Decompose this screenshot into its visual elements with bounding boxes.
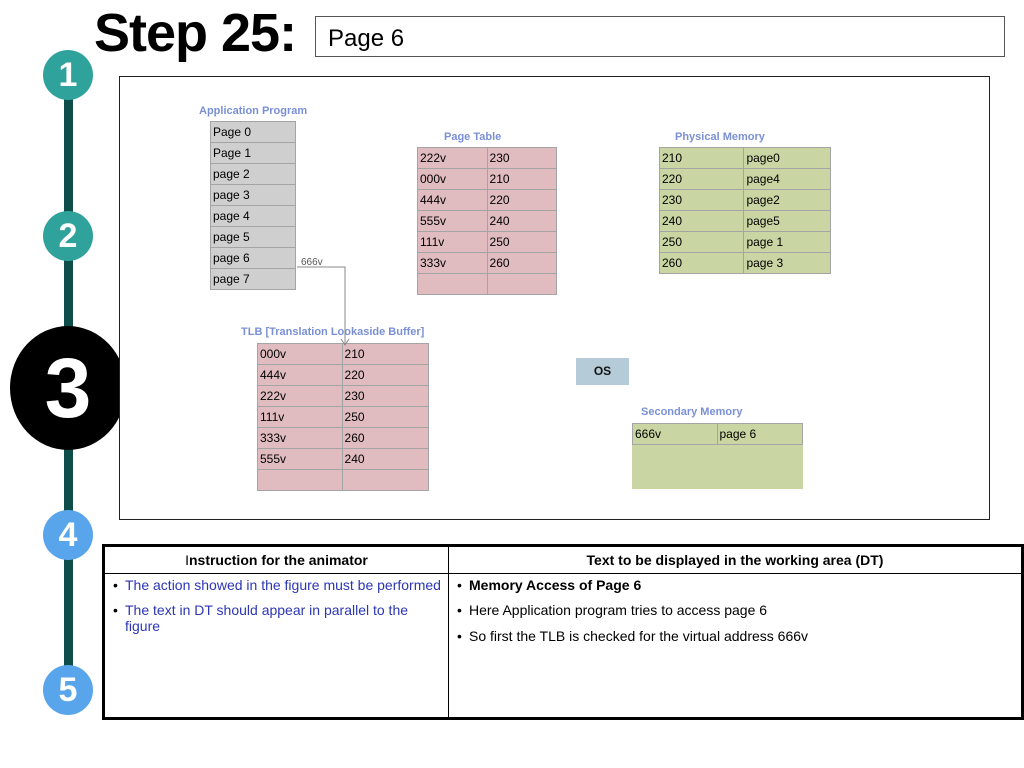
secondary-memory-label: Secondary Memory	[641, 406, 743, 418]
physical-memory-row-cell: 240	[660, 211, 744, 232]
tlb-row-cell: 222v	[258, 386, 343, 407]
physical-memory-row-cell: 260	[660, 253, 744, 274]
secondary-memory-row-cell: 666v	[633, 424, 718, 445]
physical-memory-row-cell: page0	[744, 148, 831, 169]
physical-memory-row-cell: 220	[660, 169, 744, 190]
tlb-row-cell: 220	[342, 365, 428, 386]
physical-memory-row-cell: page5	[744, 211, 831, 232]
physical-memory-row-cell: page2	[744, 190, 831, 211]
page-table-row-cell: 222v	[418, 148, 488, 169]
instruction-item: • The text in DT should appear in parallel to the figure	[113, 602, 409, 634]
page-table-row-cell: 240	[487, 211, 556, 232]
tlb-row-cell: 000v	[258, 344, 343, 365]
physical-memory-row-cell: page 3	[744, 253, 831, 274]
dt-item: • So first the TLB is checked for the virtual address 666v	[457, 627, 809, 644]
app-program-row-cell: page 3	[211, 185, 296, 206]
dt-item: • Here Application program tries to access page 6	[457, 602, 768, 619]
page-table-row-cell: 555v	[418, 211, 488, 232]
tlb-row-cell: 260	[342, 428, 428, 449]
os-box: OS	[576, 358, 629, 385]
page-table-row-cell: 444v	[418, 190, 488, 211]
page-table-row-cell: 250	[487, 232, 556, 253]
app-program-row-cell: Page 1	[211, 143, 296, 164]
instruction-cell	[104, 574, 449, 719]
page-table-row-cell: 220	[487, 190, 556, 211]
dt-header: Text to be displayed in the working area (DT)	[449, 546, 1023, 574]
tlb-row-cell: 210	[342, 344, 428, 365]
app-program-row-cell: Page 0	[211, 122, 296, 143]
application-program-label: Application Program	[199, 105, 308, 117]
page-table-row-cell: 111v	[418, 232, 488, 253]
physical-memory-label: Physical Memory	[675, 131, 765, 143]
arrow-page6-to-tlb	[120, 77, 991, 521]
tlb-row-cell: 444v	[258, 365, 343, 386]
page-table-row-cell: 230	[487, 148, 556, 169]
page-table-row-cell: 210	[487, 169, 556, 190]
instruction-header	[104, 546, 449, 574]
step-2-circle[interactable]: 2	[43, 211, 93, 261]
instruction-table	[102, 544, 1024, 720]
step-3-circle-current[interactable]: 3	[10, 326, 126, 450]
tlb-label: TLB [Translation Lookaside Buffer]	[241, 326, 425, 338]
page-title: Page 6	[328, 25, 405, 52]
tlb-row-cell: 250	[342, 407, 428, 428]
instruction-header-initial: I	[185, 552, 189, 568]
tlb-row-cell: 555v	[258, 449, 343, 470]
app-program-row-cell: page 7	[211, 269, 296, 290]
tlb-row-cell: 240	[342, 449, 428, 470]
tlb-row-cell: 230	[342, 386, 428, 407]
physical-memory-row-cell: 250	[660, 232, 744, 253]
physical-memory-row-cell: page 1	[744, 232, 831, 253]
step-title: Step 25:	[94, 3, 297, 63]
physical-memory-row-cell: 210	[660, 148, 744, 169]
app-program-row-cell: page 4	[211, 206, 296, 227]
arrow-label: 666v	[301, 257, 323, 268]
dt-cell	[449, 574, 1023, 719]
step-4-circle[interactable]: 4	[43, 510, 93, 560]
page-title-box	[315, 16, 1005, 57]
page-table-row-cell: 333v	[418, 253, 488, 274]
step-5-circle[interactable]: 5	[43, 665, 93, 715]
instruction-header-rest: nstruction for the animator	[188, 552, 368, 568]
tlb-row-cell: 111v	[258, 407, 343, 428]
app-program-row-cell: page 2	[211, 164, 296, 185]
secondary-memory-row-cell: page 6	[717, 424, 803, 445]
instruction-item: • The action showed in the figure must be performed	[113, 577, 441, 593]
page-table-label: Page Table	[444, 131, 502, 143]
app-program-row-cell: page 5	[211, 227, 296, 248]
step-1-circle[interactable]: 1	[43, 50, 93, 100]
dt-item: • Memory Access of Page 6	[457, 577, 642, 593]
page-table-row-cell: 260	[487, 253, 556, 274]
physical-memory-row-cell: 230	[660, 190, 744, 211]
physical-memory-row-cell: page4	[744, 169, 831, 190]
tlb-row-cell: 333v	[258, 428, 343, 449]
app-program-row-cell: page 6	[211, 248, 296, 269]
memory-diagram	[119, 76, 990, 520]
page-table-row-cell: 000v	[418, 169, 488, 190]
